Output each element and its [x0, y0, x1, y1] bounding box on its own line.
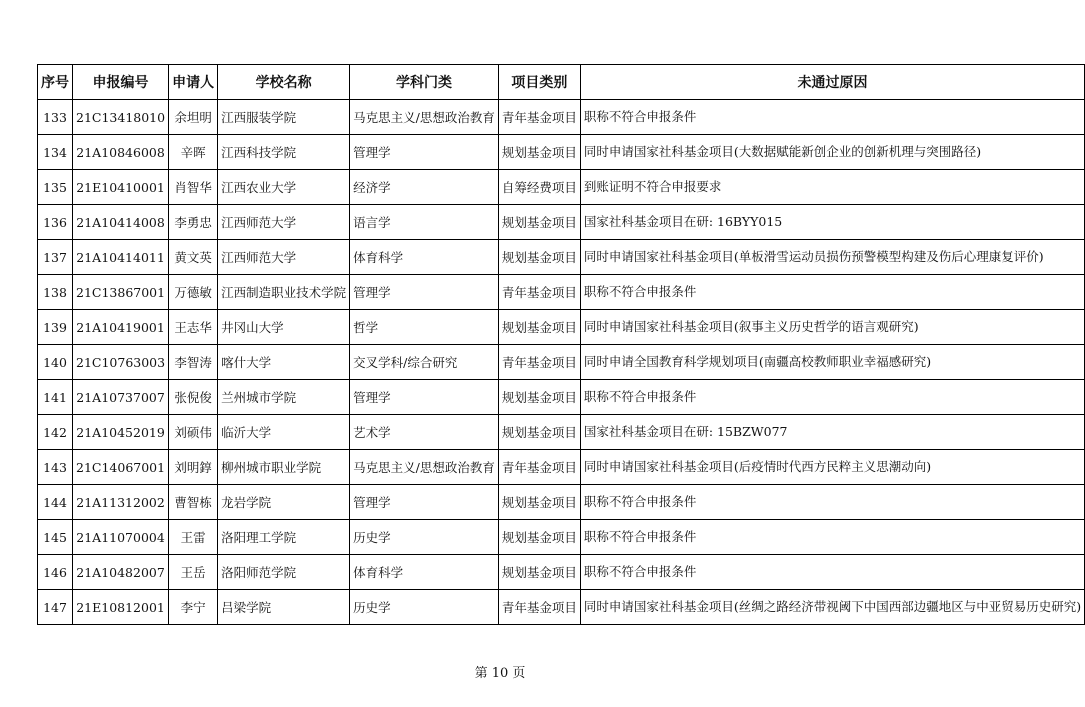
header-cell-no: 序号 — [38, 65, 73, 100]
school-name-cell: 江西师范大学 — [218, 240, 350, 275]
table-row — [38, 275, 1085, 310]
application-code-cell: 21C14067001 — [73, 450, 169, 485]
header-row — [38, 65, 1085, 100]
application-code-cell: 21A10414011 — [73, 240, 169, 275]
project-category-cell: 规划基金项目 — [498, 380, 580, 415]
row-number-cell: 145 — [38, 520, 73, 555]
rejection-reason-cell: 同时申请国家社科基金项目(单板滑雪运动员损伤预警模型构建及伤后心理康复评价) — [580, 240, 1084, 275]
project-category-cell: 规划基金项目 — [498, 485, 580, 520]
applicant-name-cell: 刘明錞 — [169, 450, 218, 485]
rejection-reason-cell: 职称不符合申报条件 — [580, 100, 1084, 135]
discipline-cell: 历史学 — [350, 590, 499, 625]
discipline-cell: 语言学 — [350, 205, 499, 240]
project-category-cell: 自筹经费项目 — [498, 170, 580, 205]
project-category-cell: 规划基金项目 — [498, 310, 580, 345]
applicant-name-cell: 王雷 — [169, 520, 218, 555]
project-category-cell: 规划基金项目 — [498, 135, 580, 170]
table-row — [38, 485, 1085, 520]
row-number-cell: 133 — [38, 100, 73, 135]
discipline-cell: 马克思主义/思想政治教育 — [350, 100, 499, 135]
school-name-cell: 吕梁学院 — [218, 590, 350, 625]
application-code-cell: 21E10812001 — [73, 590, 169, 625]
header-cell-category: 项目类别 — [498, 65, 580, 100]
row-number-cell: 137 — [38, 240, 73, 275]
project-category-cell: 青年基金项目 — [498, 590, 580, 625]
application-code-cell: 21A10419001 — [73, 310, 169, 345]
table-row — [38, 520, 1085, 555]
discipline-cell: 管理学 — [350, 485, 499, 520]
table-row — [38, 380, 1085, 415]
rejection-reason-cell: 同时申请全国教育科学规划项目(南疆高校教师职业幸福感研究) — [580, 345, 1084, 380]
rejection-reason-cell: 同时申请国家社科基金项目(后疫情时代西方民粹主义思潮动向) — [580, 450, 1084, 485]
table-row — [38, 100, 1085, 135]
discipline-cell: 交叉学科/综合研究 — [350, 345, 499, 380]
row-number-cell: 140 — [38, 345, 73, 380]
discipline-cell: 历史学 — [350, 520, 499, 555]
table-row — [38, 345, 1085, 380]
school-name-cell: 江西科技学院 — [218, 135, 350, 170]
row-number-cell: 141 — [38, 380, 73, 415]
applicant-name-cell: 辛晖 — [169, 135, 218, 170]
discipline-cell: 管理学 — [350, 275, 499, 310]
application-code-cell: 21A10452019 — [73, 415, 169, 450]
school-name-cell: 洛阳师范学院 — [218, 555, 350, 590]
table-row — [38, 135, 1085, 170]
header-cell-school: 学校名称 — [218, 65, 350, 100]
rejection-reason-cell: 职称不符合申报条件 — [580, 380, 1084, 415]
discipline-cell: 哲学 — [350, 310, 499, 345]
school-name-cell: 江西农业大学 — [218, 170, 350, 205]
school-name-cell: 临沂大学 — [218, 415, 350, 450]
table-body — [38, 100, 1085, 625]
header-cell-applicant: 申请人 — [169, 65, 218, 100]
applicant-name-cell: 张倪俊 — [169, 380, 218, 415]
project-category-cell: 规划基金项目 — [498, 240, 580, 275]
school-name-cell: 兰州城市学院 — [218, 380, 350, 415]
row-number-cell: 134 — [38, 135, 73, 170]
row-number-cell: 144 — [38, 485, 73, 520]
application-code-cell: 21A11312002 — [73, 485, 169, 520]
school-name-cell: 江西服装学院 — [218, 100, 350, 135]
row-number-cell: 138 — [38, 275, 73, 310]
application-code-cell: 21A10482007 — [73, 555, 169, 590]
row-number-cell: 139 — [38, 310, 73, 345]
table-row — [38, 450, 1085, 485]
applicant-name-cell: 刘硕伟 — [169, 415, 218, 450]
table-row — [38, 590, 1085, 625]
applicant-name-cell: 曹智栋 — [169, 485, 218, 520]
school-name-cell: 洛阳理工学院 — [218, 520, 350, 555]
header-cell-discipline: 学科门类 — [350, 65, 499, 100]
project-category-cell: 规划基金项目 — [498, 415, 580, 450]
school-name-cell: 柳州城市职业学院 — [218, 450, 350, 485]
table-row — [38, 555, 1085, 590]
table-row — [38, 310, 1085, 345]
applicant-name-cell: 肖智华 — [169, 170, 218, 205]
school-name-cell: 井冈山大学 — [218, 310, 350, 345]
applicant-name-cell: 王岳 — [169, 555, 218, 590]
project-category-cell: 规划基金项目 — [498, 205, 580, 240]
header-cell-reason: 未通过原因 — [580, 65, 1084, 100]
applicant-name-cell: 余坦明 — [169, 100, 218, 135]
applicant-name-cell: 王志华 — [169, 310, 218, 345]
row-number-cell: 143 — [38, 450, 73, 485]
row-number-cell: 135 — [38, 170, 73, 205]
school-name-cell: 江西制造职业技术学院 — [218, 275, 350, 310]
project-category-cell: 规划基金项目 — [498, 555, 580, 590]
discipline-cell: 管理学 — [350, 135, 499, 170]
page-number: 第 10 页 — [474, 666, 526, 681]
discipline-cell: 经济学 — [350, 170, 499, 205]
rejection-reason-cell: 国家社科基金项目在研: 16BYY015 — [580, 205, 1084, 240]
rejection-reason-cell: 到账证明不符合申报要求 — [580, 170, 1084, 205]
rejection-reason-cell: 职称不符合申报条件 — [580, 275, 1084, 310]
rejection-reason-cell: 同时申请国家社科基金项目(丝绸之路经济带视阈下中国西部边疆地区与中亚贸易历史研究) — [580, 590, 1084, 625]
application-code-cell: 21E10410001 — [73, 170, 169, 205]
school-name-cell: 喀什大学 — [218, 345, 350, 380]
rejection-reason-cell: 职称不符合申报条件 — [580, 520, 1084, 555]
applicant-name-cell: 李智涛 — [169, 345, 218, 380]
rejection-reason-cell: 职称不符合申报条件 — [580, 555, 1084, 590]
project-category-cell: 青年基金项目 — [498, 450, 580, 485]
project-category-cell: 青年基金项目 — [498, 275, 580, 310]
row-number-cell: 136 — [38, 205, 73, 240]
project-category-cell: 青年基金项目 — [498, 345, 580, 380]
discipline-cell: 体育科学 — [350, 555, 499, 590]
rejection-reason-cell: 国家社科基金项目在研: 15BZW077 — [580, 415, 1084, 450]
row-number-cell: 142 — [38, 415, 73, 450]
project-category-cell: 规划基金项目 — [498, 520, 580, 555]
discipline-cell: 管理学 — [350, 380, 499, 415]
application-code-cell: 21C10763003 — [73, 345, 169, 380]
applicant-name-cell: 黄文英 — [169, 240, 218, 275]
application-code-cell: 21A11070004 — [73, 520, 169, 555]
table-row — [38, 415, 1085, 450]
header-cell-code: 申报编号 — [73, 65, 169, 100]
table-row — [38, 205, 1085, 240]
application-code-cell: 21A10846008 — [73, 135, 169, 170]
row-number-cell: 147 — [38, 590, 73, 625]
discipline-cell: 艺术学 — [350, 415, 499, 450]
table-row — [38, 240, 1085, 275]
rejection-reason-cell: 同时申请国家社科基金项目(叙事主义历史哲学的语言观研究) — [580, 310, 1084, 345]
school-name-cell: 龙岩学院 — [218, 485, 350, 520]
application-code-cell: 21C13867001 — [73, 275, 169, 310]
rejection-reason-cell: 职称不符合申报条件 — [580, 485, 1084, 520]
applicant-name-cell: 万德敏 — [169, 275, 218, 310]
discipline-cell: 体育科学 — [350, 240, 499, 275]
table-row — [38, 170, 1085, 205]
application-code-cell: 21A10737007 — [73, 380, 169, 415]
rejection-table — [37, 64, 1085, 625]
application-code-cell: 21A10414008 — [73, 205, 169, 240]
discipline-cell: 马克思主义/思想政治教育 — [350, 450, 499, 485]
project-category-cell: 青年基金项目 — [498, 100, 580, 135]
application-code-cell: 21C13418010 — [73, 100, 169, 135]
applicant-name-cell: 李宁 — [169, 590, 218, 625]
school-name-cell: 江西师范大学 — [218, 205, 350, 240]
row-number-cell: 146 — [38, 555, 73, 590]
applicant-name-cell: 李勇忠 — [169, 205, 218, 240]
rejection-reason-cell: 同时申请国家社科基金项目(大数据赋能新创企业的创新机理与突围路径) — [580, 135, 1084, 170]
